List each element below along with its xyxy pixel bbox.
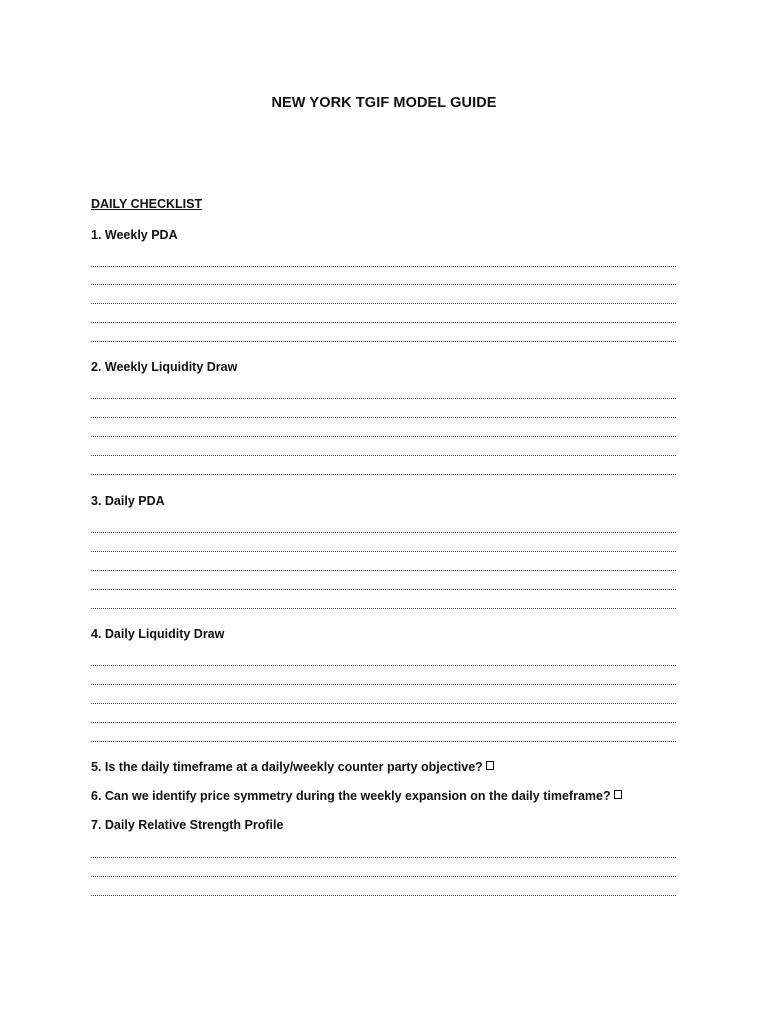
- answer-line[interactable]: [91, 876, 676, 877]
- question-daily-relative-strength-profile: 7. Daily Relative Strength Profile: [91, 818, 284, 832]
- answer-line[interactable]: [91, 322, 676, 323]
- answer-line[interactable]: [91, 703, 676, 704]
- checkbox[interactable]: [486, 761, 494, 770]
- question-label: 5. Is the daily timeframe at a daily/weekly counter party objective?: [91, 760, 483, 774]
- answer-line[interactable]: [91, 341, 676, 342]
- section-title-daily-checklist: DAILY CHECKLIST: [91, 197, 203, 211]
- answer-line[interactable]: [91, 665, 676, 666]
- question-weekly-pda: 1. Weekly PDA: [91, 228, 178, 242]
- answer-line[interactable]: [91, 570, 676, 571]
- answer-line[interactable]: [91, 266, 676, 267]
- question-daily-liquidity-draw: 4. Daily Liquidity Draw: [91, 627, 225, 641]
- question-weekly-liquidity-draw: 2. Weekly Liquidity Draw: [91, 360, 238, 374]
- answer-line[interactable]: [91, 284, 676, 285]
- answer-line[interactable]: [91, 551, 676, 552]
- answer-line[interactable]: [91, 684, 676, 685]
- answer-line[interactable]: [91, 608, 676, 609]
- answer-line[interactable]: [91, 532, 676, 533]
- document-title: NEW YORK TGIF MODEL GUIDE: [271, 95, 497, 111]
- question-price-symmetry: [91, 789, 622, 803]
- answer-line[interactable]: [91, 303, 676, 304]
- answer-line[interactable]: [91, 417, 676, 418]
- question-daily-pda: 3. Daily PDA: [91, 494, 165, 508]
- answer-line[interactable]: [91, 474, 676, 475]
- answer-line[interactable]: [91, 895, 676, 896]
- question-counter-party-objective: [91, 760, 494, 774]
- checkbox[interactable]: [614, 790, 622, 799]
- question-label: 6. Can we identify price symmetry during the weekly expansion on the daily timeframe?: [91, 789, 611, 803]
- answer-line[interactable]: [91, 857, 676, 858]
- answer-line[interactable]: [91, 455, 676, 456]
- answer-line[interactable]: [91, 436, 676, 437]
- answer-line[interactable]: [91, 741, 676, 742]
- answer-line[interactable]: [91, 398, 676, 399]
- answer-line[interactable]: [91, 722, 676, 723]
- answer-line[interactable]: [91, 589, 676, 590]
